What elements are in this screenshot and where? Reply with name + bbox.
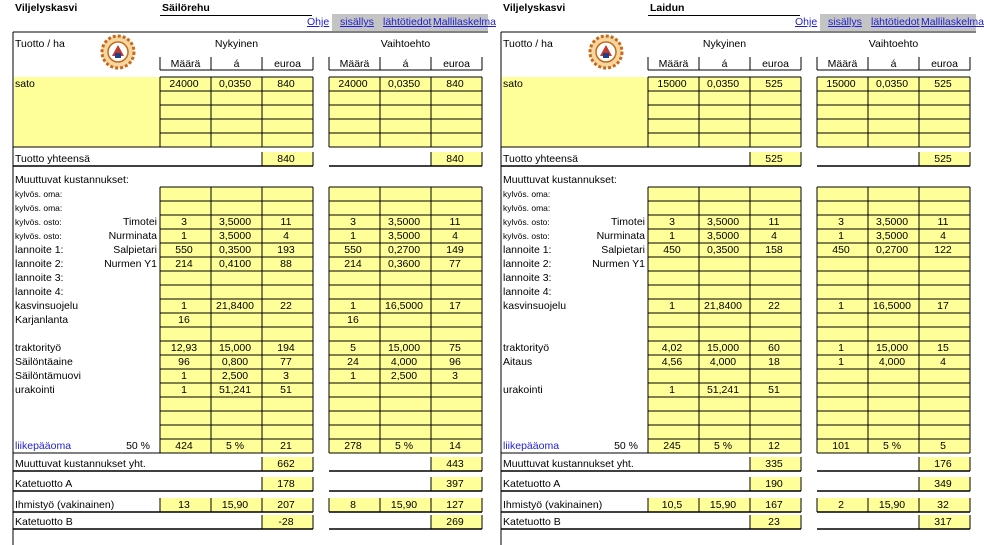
alternative-price-cell[interactable]: 16,5000 [385, 300, 423, 312]
alternative-price-cell[interactable]: 4,000 [390, 356, 418, 368]
alternative-price-cell[interactable]: 15,90 [878, 499, 906, 511]
alternative-euros-cell[interactable]: 4 [452, 230, 458, 242]
row-item-fert-1[interactable]: Salpietari [113, 244, 157, 256]
current-header: Nykyinen [702, 38, 747, 50]
row-label-seed-buy-1: kylvös. osto: [503, 217, 550, 227]
alternative-price-cell[interactable] [380, 313, 428, 327]
current-quantity-cell[interactable]: 4,56 [661, 356, 683, 368]
row-label-fert-2: lannoite 2: [503, 258, 552, 270]
row-label-extra-4: Säilöntämuovi [15, 370, 81, 382]
row-label-seed-buy-2: kylvös. osto: [15, 231, 62, 241]
current-euros-cell[interactable]: 77 [280, 356, 292, 368]
alternative-quantity-cell[interactable]: 1 [350, 300, 356, 312]
current-euros-cell[interactable]: 60 [768, 342, 780, 354]
alternative-quantity-cell[interactable]: 2 [838, 499, 844, 511]
current-euros-cell[interactable] [262, 313, 310, 327]
row-label-seed-buy-2: kylvös. osto: [503, 231, 550, 241]
current-quantity-cell[interactable] [160, 327, 208, 341]
alternative-euros-cell[interactable]: 11 [449, 216, 461, 228]
alternative-quantity-cell[interactable]: 24000 [338, 78, 368, 90]
alternative-euros-variable-costs-total: 443 [446, 458, 464, 470]
alternative-quantity-cell[interactable] [329, 327, 377, 341]
alternative-header: Vaihtoehto [380, 38, 431, 50]
current-price-cell[interactable]: 0,3500 [218, 244, 252, 256]
crop-name: Säilörehu [162, 2, 210, 14]
alternative-euros-cell[interactable]: 5 [940, 440, 946, 452]
current-euros-cell[interactable]: 11 [768, 216, 780, 228]
alternative-euros-cell[interactable]: 32 [937, 499, 949, 511]
alternative-price-cell[interactable]: 2,500 [390, 370, 418, 382]
alternative-quantity-cell[interactable]: 8 [350, 499, 356, 511]
alternative-quantity-cell[interactable] [817, 327, 865, 341]
alternative-price-cell[interactable]: 15,90 [390, 499, 418, 511]
row-label-plant-protection: kasvinsuojelu [15, 300, 79, 312]
section-title: Tuotto / ha [15, 38, 65, 50]
current-price-cell[interactable]: 15,90 [709, 499, 737, 511]
current-quantity-cell[interactable]: 1 [669, 230, 675, 242]
current-quantity-cell[interactable]: 1 [669, 300, 675, 312]
current-euros-cell[interactable] [262, 327, 310, 341]
column-euros-header: euroa [931, 58, 958, 70]
alternative-price-cell[interactable]: 3,5000 [875, 230, 909, 242]
variable-costs-heading: Muuttuvat kustannukset: [15, 174, 129, 186]
alternative-price-cell[interactable]: 16,5000 [873, 300, 911, 312]
alternative-euros-cell[interactable] [919, 313, 967, 327]
help-link[interactable]: Ohje [307, 16, 330, 28]
current-quantity-cell[interactable]: 1 [669, 384, 675, 396]
alternative-price-cell[interactable]: 15,000 [387, 342, 421, 354]
current-euros-cell[interactable]: 22 [280, 300, 292, 312]
current-euros-cell[interactable]: 12 [768, 440, 780, 452]
current-quantity-cell[interactable]: 3 [669, 216, 675, 228]
alternative-euros-cell[interactable]: 75 [449, 342, 461, 354]
current-euros-cell[interactable]: 158 [765, 244, 783, 256]
alternative-euros-total-revenue: 840 [446, 153, 464, 165]
alternative-price-cell[interactable]: 15,000 [875, 342, 909, 354]
current-quantity-cell[interactable]: 550 [175, 244, 193, 256]
alternative-euros-margin-a: 397 [446, 478, 464, 490]
row-label-margin-a: Katetuotto A [15, 478, 73, 490]
column-euros-header: euroa [443, 58, 470, 70]
row-label-labour: Ihmistyö (vakinainen) [15, 499, 115, 511]
current-euros-cell[interactable]: 22 [768, 300, 780, 312]
current-euros-cell[interactable]: 193 [277, 244, 295, 256]
alternative-quantity-cell[interactable]: 1 [838, 230, 844, 242]
alternative-quantity-cell[interactable] [817, 313, 865, 327]
current-quantity-cell[interactable]: 1 [181, 230, 187, 242]
current-price-cell[interactable]: 5 % [225, 440, 245, 452]
alternative-price-cell[interactable]: 0,0350 [875, 78, 909, 90]
contents-link[interactable]: sisällys [828, 16, 862, 28]
current-euros-margin-a: 190 [765, 478, 783, 490]
alternative-euros-cell[interactable]: 17 [449, 300, 461, 312]
column-quantity-header: Määrä [827, 58, 858, 70]
section-title: Tuotto / ha [503, 38, 553, 50]
alternative-euros-total-revenue: 525 [934, 153, 952, 165]
current-price-cell[interactable] [699, 369, 747, 383]
alternative-euros-cell[interactable]: 127 [446, 499, 464, 511]
current-euros-cell[interactable]: 88 [280, 258, 292, 270]
alternative-quantity-cell[interactable]: 214 [344, 258, 362, 270]
current-quantity-cell[interactable]: 4,02 [661, 342, 683, 354]
alternative-price-cell[interactable]: 0,3600 [387, 258, 421, 270]
row-label-variable-costs-total: Muuttuvat kustannukset yht. [15, 458, 146, 470]
alternative-euros-cell[interactable]: 3 [452, 370, 458, 382]
alternative-header: Vaihtoehto [868, 38, 919, 50]
alternative-quantity-cell[interactable]: 550 [344, 244, 362, 256]
alternative-euros-cell[interactable]: 149 [446, 244, 464, 256]
current-price-cell[interactable]: 3,5000 [218, 230, 252, 242]
alternative-price-cell[interactable] [380, 383, 428, 397]
alternative-quantity-cell[interactable]: 278 [344, 440, 362, 452]
current-price-cell[interactable]: 0,0350 [706, 78, 740, 90]
row-label-working-capital: liikepääoma [503, 440, 560, 452]
column-unit_price-header: á [890, 58, 897, 70]
row-label-yield: sato [15, 78, 35, 90]
alternative-price-cell[interactable]: 0,2700 [387, 244, 421, 256]
current-quantity-cell[interactable] [648, 257, 696, 271]
row-label-seed-buy-1: kylvös. osto: [15, 217, 62, 227]
current-quantity-cell[interactable]: 16 [178, 314, 190, 326]
alternative-price-cell[interactable]: 4,000 [878, 356, 906, 368]
alternative-euros-cell[interactable] [431, 313, 479, 327]
alternative-euros-margin-b: 317 [934, 516, 952, 528]
row-item-seed-buy-2[interactable]: Nurminata [108, 230, 157, 242]
row-label-fert-1: lannoite 1: [15, 244, 64, 256]
row-label-tractor: traktorityö [503, 342, 550, 354]
column-unit_price-header: á [233, 58, 240, 70]
alternative-euros-cell[interactable]: 122 [934, 244, 952, 256]
alternative-euros-cell[interactable] [919, 257, 967, 271]
column-quantity-header: Määrä [170, 58, 201, 70]
current-quantity-cell[interactable]: 245 [663, 440, 681, 452]
variable-costs-heading: Muuttuvat kustannukset: [503, 174, 617, 186]
current-quantity-cell[interactable]: 1 [181, 370, 187, 382]
current-price-cell[interactable] [211, 313, 259, 327]
current-euros-margin-a: 178 [277, 478, 295, 490]
current-quantity-cell[interactable]: 12,93 [170, 342, 198, 354]
current-price-cell[interactable]: 3,5000 [706, 230, 740, 242]
current-quantity-cell[interactable]: 13 [178, 499, 190, 511]
current-euros-cell[interactable]: 51 [768, 384, 780, 396]
alternative-euros-cell[interactable]: 11 [937, 216, 949, 228]
alternative-quantity-cell[interactable]: 16 [347, 314, 359, 326]
alternative-quantity-cell[interactable]: 1 [838, 356, 844, 368]
current-euros-cell[interactable]: 525 [765, 78, 783, 90]
current-quantity-cell[interactable]: 96 [178, 356, 190, 368]
current-quantity-cell[interactable]: 15000 [657, 78, 687, 90]
current-price-cell[interactable]: 21,8400 [704, 300, 742, 312]
working-capital-percent: 50 % [614, 440, 638, 452]
current-euros-cell[interactable]: 21 [280, 440, 292, 452]
alternative-price-cell[interactable]: 3,5000 [387, 230, 421, 242]
alternative-price-cell[interactable] [380, 327, 428, 341]
alternative-euros-margin-a: 349 [934, 478, 952, 490]
row-label-margin-b: Katetuotto B [503, 516, 561, 528]
alternative-price-cell[interactable]: 3,5000 [875, 216, 909, 228]
row-label-fert-4: lannoite 4: [503, 286, 552, 298]
current-price-cell[interactable]: 15,000 [706, 342, 740, 354]
current-euros-cell[interactable]: 11 [280, 216, 292, 228]
current-euros-cell[interactable]: 4 [771, 230, 777, 242]
current-price-cell[interactable]: 5 % [713, 440, 733, 452]
row-label-margin-b: Katetuotto B [15, 516, 73, 528]
alternative-price-cell[interactable]: 5 % [394, 440, 414, 452]
alternative-price-cell[interactable]: 3,5000 [387, 216, 421, 228]
current-price-cell[interactable]: 15,000 [218, 342, 252, 354]
row-label-fert-2: lannoite 2: [15, 258, 64, 270]
alternative-euros-cell[interactable]: 840 [446, 78, 464, 90]
alternative-quantity-cell[interactable] [329, 383, 377, 397]
current-quantity-cell[interactable]: 10,5 [661, 499, 683, 511]
alternative-price-cell[interactable] [868, 313, 916, 327]
help-link[interactable]: Ohje [795, 16, 818, 28]
current-euros-cell[interactable]: 51 [280, 384, 292, 396]
row-label-tractor: traktorityö [15, 342, 62, 354]
alternative-quantity-cell[interactable] [817, 257, 865, 271]
current-euros-margin-b: 23 [768, 516, 780, 528]
alternative-price-cell[interactable] [868, 257, 916, 271]
alternative-quantity-cell[interactable]: 1 [838, 342, 844, 354]
row-label-fert-1: lannoite 1: [503, 244, 552, 256]
column-quantity-header: Määrä [339, 58, 370, 70]
current-euros-variable-costs-total: 662 [277, 458, 295, 470]
current-quantity-cell[interactable] [648, 369, 696, 383]
row-label-seed-own-2: kylvös. oma: [15, 203, 63, 213]
alternative-euros-cell[interactable] [919, 383, 967, 397]
row-label-extra-3: Säilöntäaine [15, 356, 73, 368]
current-euros-total-revenue: 525 [765, 153, 783, 165]
working-capital-percent: 50 % [126, 440, 150, 452]
row-label-variable-costs-total: Muuttuvat kustannukset yht. [503, 458, 634, 470]
alternative-quantity-cell[interactable]: 1 [838, 300, 844, 312]
initial-data-link[interactable]: lähtötiedot [383, 16, 432, 28]
alternative-euros-cell[interactable] [431, 327, 479, 341]
alternative-quantity-cell[interactable]: 101 [832, 440, 850, 452]
current-price-cell[interactable] [699, 313, 747, 327]
alternative-price-cell[interactable]: 0,2700 [875, 244, 909, 256]
current-quantity-cell[interactable]: 450 [663, 244, 681, 256]
current-quantity-cell[interactable]: 1 [181, 384, 187, 396]
current-price-cell[interactable]: 3,5000 [218, 216, 252, 228]
current-price-cell[interactable]: 51,241 [218, 384, 252, 396]
current-price-cell[interactable]: 0,800 [221, 356, 249, 368]
alternative-euros-cell[interactable]: 4 [940, 230, 946, 242]
row-label-seed-own-2: kylvös. oma: [503, 203, 551, 213]
row-label-contracting: urakointi [15, 384, 55, 396]
column-euros-header: euroa [274, 58, 301, 70]
alternative-quantity-cell[interactable]: 5 [350, 342, 356, 354]
alternative-quantity-cell[interactable]: 450 [832, 244, 850, 256]
alternative-quantity-cell[interactable]: 24 [347, 356, 359, 368]
alternative-euros-cell[interactable]: 17 [937, 300, 949, 312]
current-price-cell[interactable]: 51,241 [706, 384, 740, 396]
crop-type-label: Viljelyskasvi [503, 2, 566, 14]
current-price-cell[interactable] [699, 257, 747, 271]
current-euros-cell[interactable]: 18 [768, 356, 780, 368]
current-euros-cell[interactable] [750, 313, 798, 327]
alternative-quantity-cell[interactable] [817, 369, 865, 383]
alternative-euros-variable-costs-total: 176 [934, 458, 952, 470]
contents-link[interactable]: sisällys [340, 16, 374, 28]
alternative-quantity-cell[interactable]: 1 [350, 230, 356, 242]
alternative-price-cell[interactable]: 5 % [882, 440, 902, 452]
alternative-euros-cell[interactable]: 77 [449, 258, 461, 270]
model-calculation-link[interactable]: Mallilaskelma [433, 16, 497, 28]
row-label-margin-a: Katetuotto A [503, 478, 561, 490]
current-price-cell[interactable]: 0,3500 [706, 244, 740, 256]
current-euros-cell[interactable]: 194 [277, 342, 295, 354]
row-label-extra-1: Karjanlanta [15, 314, 69, 326]
alternative-euros-cell[interactable]: 96 [449, 356, 461, 368]
current-quantity-cell[interactable] [648, 327, 696, 341]
alternative-quantity-cell[interactable]: 1 [350, 370, 356, 382]
current-euros-variable-costs-total: 335 [765, 458, 783, 470]
current-price-cell[interactable]: 0,4100 [218, 258, 252, 270]
current-euros-cell[interactable]: 207 [277, 499, 295, 511]
alternative-euros-cell[interactable] [919, 327, 967, 341]
current-euros-cell[interactable]: 167 [765, 499, 783, 511]
row-item-seed-buy-2[interactable]: Nurminata [596, 230, 645, 242]
current-euros-cell[interactable] [750, 327, 798, 341]
current-price-cell[interactable]: 21,8400 [216, 300, 254, 312]
current-euros-cell[interactable] [750, 369, 798, 383]
alternative-euros-cell[interactable]: 15 [937, 342, 949, 354]
current-euros-cell[interactable]: 3 [283, 370, 289, 382]
alternative-euros-cell[interactable]: 4 [940, 356, 946, 368]
row-item-fert-1[interactable]: Salpietari [601, 244, 645, 256]
row-label-fert-3: lannoite 3: [503, 272, 552, 284]
current-euros-total-revenue: 840 [277, 153, 295, 165]
row-label-working-capital: liikepääoma [15, 440, 72, 452]
current-price-cell[interactable] [211, 327, 259, 341]
current-price-cell[interactable] [699, 327, 747, 341]
alternative-price-cell[interactable] [868, 327, 916, 341]
alternative-quantity-cell[interactable] [817, 383, 865, 397]
alternative-euros-cell[interactable]: 14 [449, 440, 461, 452]
current-quantity-cell[interactable]: 24000 [169, 78, 199, 90]
current-price-cell[interactable]: 2,500 [221, 370, 249, 382]
row-item-seed-buy-1[interactable]: Timotei [122, 216, 157, 228]
alternative-price-cell[interactable] [868, 369, 916, 383]
alternative-quantity-cell[interactable]: 3 [350, 216, 356, 228]
row-label-contracting: urakointi [503, 384, 543, 396]
initial-data-link[interactable]: lähtötiedot [871, 16, 920, 28]
current-price-cell[interactable]: 0,0350 [218, 78, 252, 90]
row-item-fert-2[interactable]: Nurmen Y1 [104, 258, 157, 270]
column-unit_price-header: á [721, 58, 728, 70]
row-item-seed-buy-1[interactable]: Timotei [610, 216, 645, 228]
alternative-quantity-cell[interactable]: 3 [838, 216, 844, 228]
column-unit_price-header: á [402, 58, 409, 70]
row-item-fert-2[interactable]: Nurmen Y1 [592, 258, 645, 270]
row-label-seed-own-1: kylvös. oma: [15, 189, 63, 199]
alternative-euros-cell[interactable]: 525 [934, 78, 952, 90]
row-label-fert-3: lannoite 3: [15, 272, 64, 284]
current-euros-cell[interactable] [750, 257, 798, 271]
row-label-total-revenue: Tuotto yhteensä [503, 153, 578, 165]
current-price-cell[interactable]: 3,5000 [706, 216, 740, 228]
row-label-seed-own-1: kylvös. oma: [503, 189, 551, 199]
row-label-extra-3: Aitaus [503, 356, 533, 368]
current-quantity-cell[interactable]: 214 [175, 258, 193, 270]
row-label-total-revenue: Tuotto yhteensä [15, 153, 90, 165]
alternative-euros-margin-b: 269 [446, 516, 464, 528]
current-quantity-cell[interactable] [648, 313, 696, 327]
current-quantity-cell[interactable]: 424 [175, 440, 193, 452]
row-label-yield: sato [503, 78, 523, 90]
column-quantity-header: Määrä [658, 58, 689, 70]
crop-type-label: Viljelyskasvi [15, 2, 78, 14]
row-label-plant-protection: kasvinsuojelu [503, 300, 567, 312]
model-calculation-link[interactable]: Mallilaskelma [921, 16, 984, 28]
current-euros-margin-b: -28 [278, 516, 294, 528]
alternative-euros-cell[interactable] [919, 369, 967, 383]
current-quantity-cell[interactable]: 3 [181, 216, 187, 228]
alternative-quantity-cell[interactable]: 15000 [826, 78, 856, 90]
sheet-pasture [488, 0, 984, 545]
current-header: Nykyinen [214, 38, 259, 50]
alternative-price-cell[interactable]: 0,0350 [387, 78, 421, 90]
column-euros-header: euroa [762, 58, 789, 70]
crop-name: Laidun [650, 2, 685, 14]
current-price-cell[interactable]: 4,000 [709, 356, 737, 368]
row-label-labour: Ihmistyö (vakinainen) [503, 499, 603, 511]
alternative-price-cell[interactable] [868, 383, 916, 397]
current-quantity-cell[interactable]: 1 [181, 300, 187, 312]
alternative-euros-cell[interactable] [431, 383, 479, 397]
current-price-cell[interactable]: 15,90 [221, 499, 249, 511]
row-label-fert-4: lannoite 4: [15, 286, 64, 298]
current-euros-cell[interactable]: 4 [283, 230, 289, 242]
current-euros-cell[interactable]: 840 [277, 78, 295, 90]
